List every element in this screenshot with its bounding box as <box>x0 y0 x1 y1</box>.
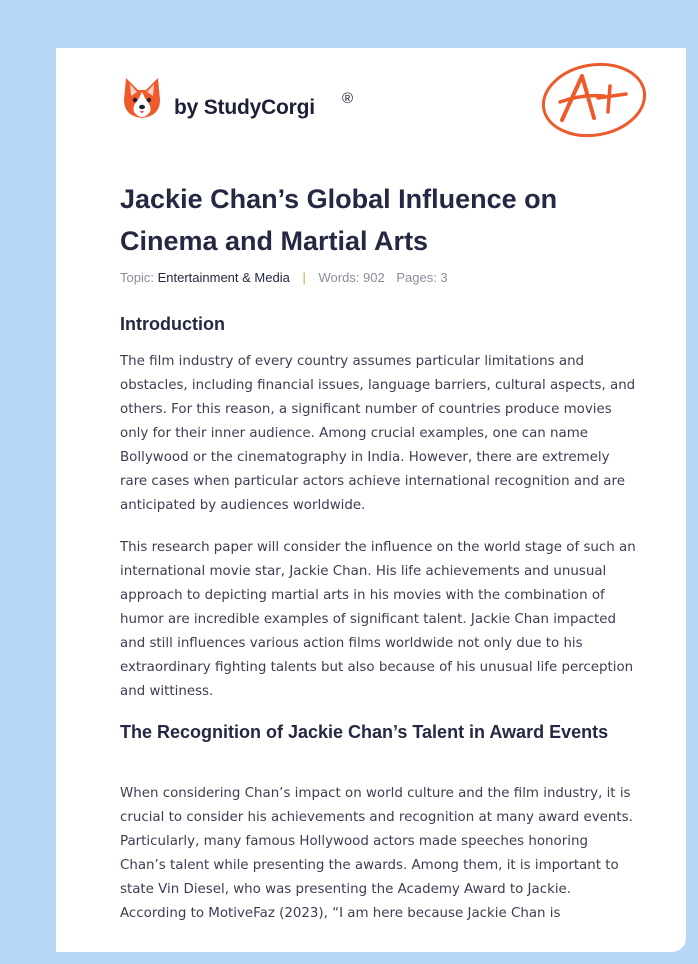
brand-name[interactable]: by StudyCorgi <box>174 96 315 119</box>
meta-separator: | <box>302 270 306 285</box>
page-count: Pages: 3 <box>396 270 448 285</box>
topic-link[interactable]: Entertainment & Media <box>157 270 290 285</box>
paragraph-recognition-1: When considering Chan’s impact on world culture and the film industry, it is crucial to consider his achievements and recognition at many award events. Particularly, many famous Hollywood actors made speeches honoring Chan’s talent while presenting the awards. Among them, it is important to state Vin Diesel, who was presenting the Academy Award to Jackie. According to MotiveFaz (2023), “I am here because Jackie Chan is <box>120 786 633 921</box>
section-heading-introduction: Introduction <box>120 314 225 334</box>
paragraph-intro-2: This research paper will consider the influence on the world stage of such an international movie star, Jackie Chan. His life achievements and unusual approach to depicting martial arts in his movies with the combination of humor are incredible examples of significant talent. Jackie Chan impacted and still influences various action films worldwide not only due to his extraordinary fighting talents but also because of his unusual life perception and wittiness. <box>120 540 636 699</box>
document-page <box>56 48 686 952</box>
word-count: Words: 902 <box>318 270 385 285</box>
a-plus-grade-icon <box>538 56 650 144</box>
section-heading-recognition: The Recognition of Jackie Chan’s Talent in Award Events <box>120 722 609 742</box>
paragraph-intro-1: The film industry of every country assumes particular limitations and obstacles, including financial issues, language barriers, cultural aspects, and others. For this reason, a significant number of countries produce movies only for their inner audience. Among crucial examples, one can name Bollywood or the cinematography in India. However, there are extremely rare cases when particular actors achieve international recognition and are anticipated by audiences worldwide. <box>120 354 636 513</box>
document-title: Jackie Chan’s Global Influence on Cinema and Martial Arts <box>120 184 558 256</box>
corgi-head-icon[interactable] <box>122 76 162 120</box>
registered-mark: ® <box>342 90 354 107</box>
topic-label: Topic: <box>120 270 154 285</box>
document-meta <box>120 270 448 285</box>
